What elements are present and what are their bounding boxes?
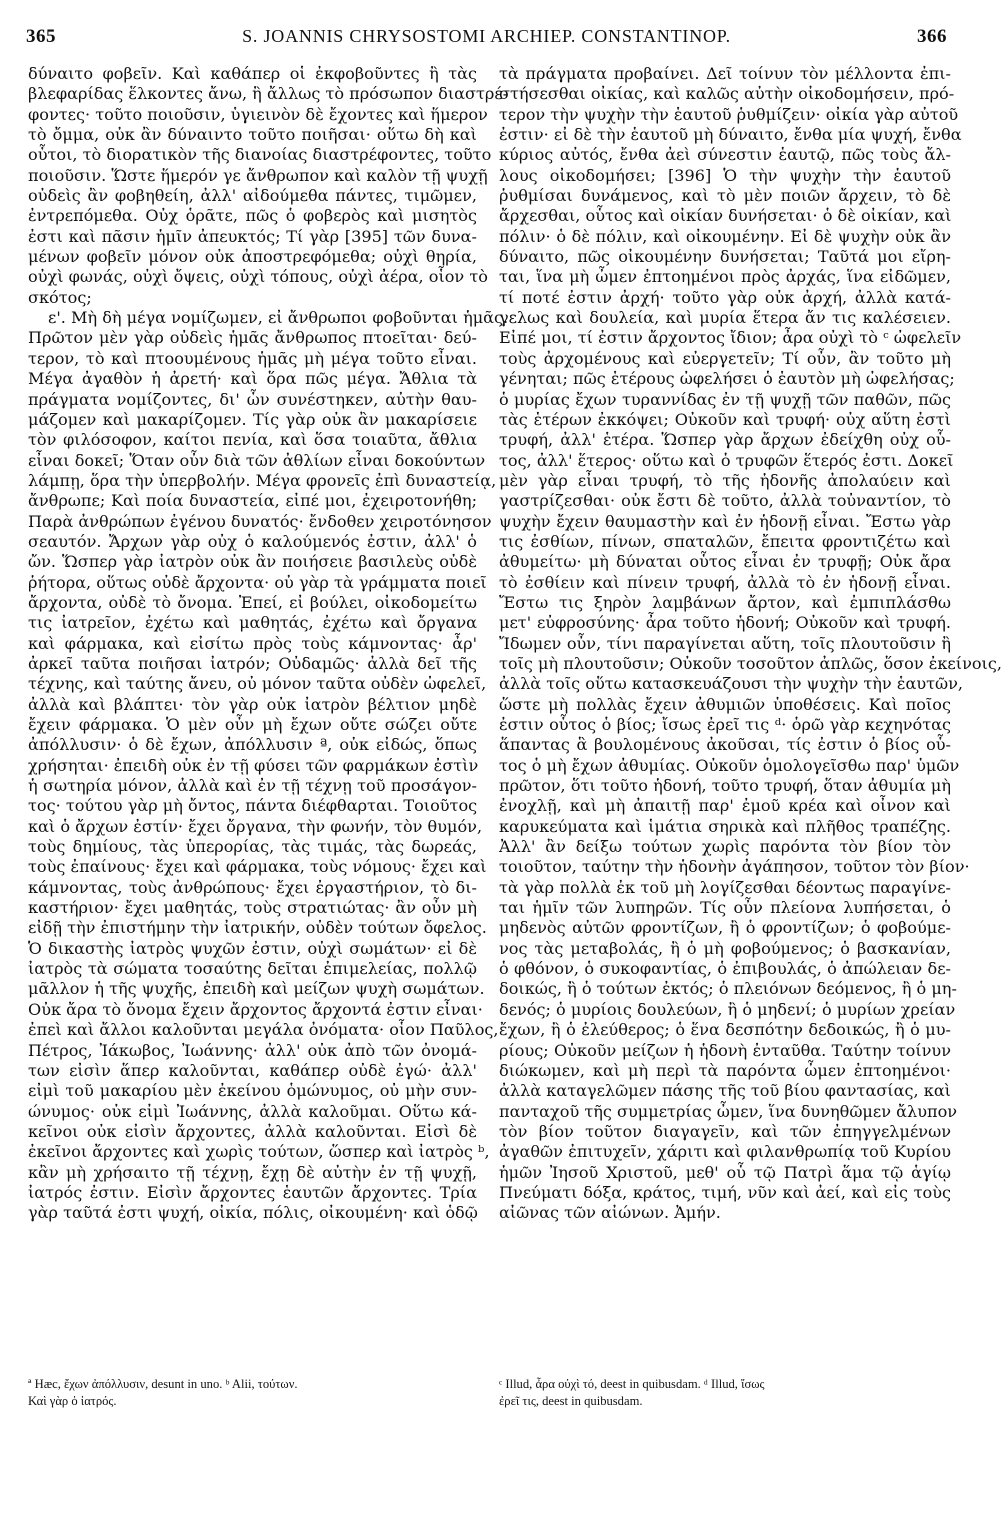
- text-line: ὁ φθόνον, ὁ συκοφαντίας, ὁ ἐπιβουλάς, ὁ ἀπώλειαν δε-: [499, 959, 951, 979]
- text-line: τὸν φιλόσοφον, καίτοι πενία, καὶ ὅσα τοιαῦτα, ἄθλια: [28, 430, 477, 450]
- page-number-left: 365: [26, 26, 56, 47]
- text-line: κἂν μὴ χρήσαιτο τῇ τέχνῃ, ἔχῃ δὲ αὐτὴν ἐν τῇ ψυχῇ,: [28, 1162, 477, 1182]
- text-line: πράγματα νομίζοντες, δι' ὧν συνέστηκεν, αὐτὴν θαυ-: [28, 389, 477, 409]
- text-line: ἄρχοντα, οὐδὲ τὸ ὄνομα. Ἐπεί, εἰ βούλει, οἰκοδομείτω: [28, 592, 477, 612]
- text-line: τὸ ἐσθίειν καὶ πίνειν τρυφή, ἀλλὰ τὸ ἐν ἡδονῇ εἶναι.: [499, 572, 951, 592]
- text-line: τοὺς δημίους, τὰς ὑπερορίας, τὰς τιμάς, τὰς δωρεάς,: [28, 837, 477, 857]
- text-line: Πέτρος, Ἰάκωβος, Ἰωάννης· ἀλλ' οὐκ ἀπὸ τῶν ὀνομά-: [28, 1040, 477, 1060]
- text-line: τος ὁ μὴ ἔχων ἀθυμίας. Οὐκοῦν ὁμολογεῖσθω παρ' ὑμῶν: [499, 755, 960, 775]
- text-line: δοικώς, ἢ ὁ τούτων ἐκτός; ὁ πλειόνων δεόμενος, ἢ ὁ μη-: [499, 979, 957, 999]
- text-line: καστήριον· ἔχει μαθητάς, τοὺς στρατιώτας· ἂν οὖν μὴ: [28, 898, 477, 918]
- footnotes-left: [28, 1376, 477, 1410]
- text-line: ἀρκεῖ ταῦτα ποιῆσαι ἰατρόν; Οὐδαμῶς· ἀλλὰ δεῖ τῆς: [28, 653, 477, 673]
- text-line: ῥήτορα, οὕτως οὐδὲ ἄρχοντα· οὐ γὰρ τὰ γράμματα ποιεῖ: [28, 572, 487, 592]
- text-line: τὸν βίον τοῦτον διαγαγεῖν, καὶ τῶν ἐπηγγελμένων: [499, 1121, 951, 1141]
- footnote-line: ª Hæc, ἔχων ἀπόλλυσιν, desunt in uno. ᵇ Alii, τούτων.: [28, 1377, 298, 1391]
- text-line: Ἴδωμεν οὖν, τίνι παραγίνεται αὕτη, τοῖς πλουτοῦσιν ἢ: [499, 633, 951, 653]
- text-line: ῥυθμίσαι δυνάμενος, καὶ τὸ μὲν ποιῶν ἄρχειν, τὸ δὲ: [499, 186, 951, 206]
- text-line: ἅπαντας ἃ βουλομένους ἀκοῦσαι, τίς ἐστιν ὁ βίος οὗ-: [499, 735, 951, 755]
- text-line: ἀλλὰ τοῖς οὕτω κατασκευάζουσι τὴν ψυχὴν τὴν ἑαυτῶν,: [499, 674, 964, 694]
- text-line: Παρὰ ἀνθρώπων ἐγένου δυνατός· ἔνδοθεν χειροτόνησον: [28, 511, 492, 531]
- text-line: ἄρχεσθαι, οὗτος καὶ οἰκίαν δυνήσεται· ὁ δὲ οἰκίαν, καὶ: [499, 206, 952, 226]
- text-line: ώνυμος· οὐκ εἰμὶ Ἰωάννης, ἀλλὰ καλοῦμαι. Οὕτω κά-: [28, 1101, 477, 1121]
- text-line: νος τὰς μεταβολάς, ἢ ὁ μὴ φοβούμενος; ὁ βασκανίαν,: [499, 938, 951, 958]
- footnote-line: Καὶ γὰρ ὁ ἰατρός.: [28, 1394, 117, 1408]
- text-line: ἀλλὰ καὶ βλάπτει· τὸν γὰρ οὐκ ἰατρὸν βέλτιον μηδὲ: [28, 694, 477, 714]
- text-line: τοῖς μὴ πλουτοῦσιν; Οὐκοῦν τοσοῦτον ἀπλῶς, ὅσον ἐκείνοις,: [499, 653, 1002, 673]
- text-line: ἐστιν· εἰ δὲ τὴν ἑαυτοῦ μὴ δύναιτο, ἔνθα μία ψυχή, ἔνθα: [499, 125, 962, 145]
- text-line: τοὺς ἀρχομένους καὶ εὐεργετεῖν; Τί οὖν, ἂν τοῦτο μὴ: [499, 348, 951, 368]
- text-line: ἔχων, ἢ ὁ ἐλεύθερος; ὁ ἕνα δεσπότην δεδοικώς, ἢ ὁ μυ-: [499, 1020, 951, 1040]
- text-line: οὐδεὶς ἂν φοβηθείη, ἀλλ' αἰδούμεθα πάντες, τιμῶμεν,: [28, 186, 477, 206]
- text-line: γὰρ ταῦτά ἐστι ψυχή, οἰκία, πόλις, οἰκουμένη· καὶ ὁδῷ: [28, 1203, 478, 1223]
- text-line: μηδενὸς αὐτῶν φροντίζων, ἢ ὁ φροντίζων; ὁ φοβούμε-: [499, 918, 951, 938]
- text-line: ται, ἵνα μὴ ὦμεν ἐπτοημένοι πρὸς ἀρχάς, ἵνα εἰδῶμεν,: [499, 267, 951, 287]
- text-line: οὗτοι, τὸ διορατικὸν τῆς διανοίας διαστρέφοντες, τοῦτο: [28, 145, 492, 165]
- right-column: [499, 64, 1002, 1224]
- text-line: ἐνοχλῇ, καὶ μὴ ἀπαιτῇ παρ' ἐμοῦ κρέα καὶ οἶνον καὶ: [499, 796, 951, 816]
- text-line: τὰ πράγματα προβαίνει. Δεῖ τοίνυν τὸν μέλλοντα ἐπι-: [499, 64, 951, 83]
- text-line: ρίους; Οὐκοῦν μείζων ἡ ἡδονὴ ἐνταῦθα. Ταύτην τοίνυν: [499, 1040, 951, 1060]
- text-line: ε'. Μὴ δὴ μέγα νομίζωμεν, εἰ ἄνθρωποι φοβοῦνται ἡμᾶς.: [48, 308, 509, 328]
- text-line: τρυφή, ἀλλ' ἑτέρα. Ὥσπερ γὰρ ἄρχων ἐδείχθη οὐχ οὗ-: [499, 430, 951, 450]
- text-line: μένων φοβεῖν μόνον οὐκ ἀποστρεφόμεθα; οὐχὶ θηρία,: [28, 247, 477, 267]
- text-line: ἀπόλλυσιν· ὁ δὲ ἔχων, ἀπόλλυσιν ª, οὐκ εἰδώς, ὅπως: [28, 735, 477, 755]
- text-line: δενός; ὁ μυρίοις δουλεύων, ἢ ὁ μηδενί; ὁ μυρίων χρείαν: [499, 999, 956, 1019]
- text-line: καὶ ὁ ἄρχων ἐστίν· ἔχει ὄργανα, τὴν φωνήν, τὸν θυμόν,: [28, 816, 483, 836]
- text-line: ἐντρεπόμεθα. Οὐχ ὁρᾶτε, πῶς ὁ φοβερὸς καὶ μισητὸς: [28, 206, 477, 226]
- text-line: μετ' εὐφροσύνης· ἆρα τοῦτο ἡδονή; Οὐκοῦν καὶ τρυφή.: [499, 613, 951, 633]
- text-line: εἶναι δοκεῖ; Ὅταν οὖν διὰ τῶν ἀθλίων εἶναι δοκούντων: [28, 450, 486, 470]
- text-line: Οὐκ ἄρα τὸ ὄνομα ἔχειν ἄρχοντος ἄρχοντά ἐστιν εἶναι·: [28, 999, 483, 1019]
- text-line: ἰατρός ἐστιν. Εἰσὶν ἄρχοντες ἑαυτῶν ἄρχοντες. Τρία: [28, 1182, 477, 1202]
- text-line: οὐχὶ φωνάς, οὐχὶ ὄψεις, οὐχὶ τόπους, οὐχὶ ἀέρα, οἷον τὸ: [28, 267, 488, 287]
- text-line: ἀθυμείτω· μὴ δύναται οὗτος εἶναι ἐν τρυφῇ; Οὐκ ἄρα: [499, 552, 951, 572]
- text-line: αἰῶνας τῶν αἰώνων. Ἀμήν.: [499, 1203, 721, 1223]
- text-line: πόλιν· ὁ δὲ πόλιν, καὶ οἰκουμένην. Εἰ δὲ ψυχὴν οὐκ ἂν: [499, 226, 951, 246]
- text-line: εἰμὶ τοῦ μακαρίου μὲν ἐκείνου ὁμώνυμος, οὐ μὴν συν-: [28, 1081, 477, 1101]
- text-line: τὸ ὄμμα, οὐκ ἂν δύναιντο τοῦτο ποιῆσαι· οὕτω δὴ καὶ: [28, 125, 477, 145]
- text-line: τις ἰατρεῖον, ἐχέτω καὶ μαθητάς, ἐχέτω καὶ ὄργανα: [28, 613, 477, 633]
- text-line: ἰατρὸς τὰ σώματα τοσαύτης δεῖται ἐπιμελείας, πολλῷ: [28, 959, 477, 979]
- text-line: καὶ φάρμακα, καὶ εἰσίτω πρὸς τοὺς κάμνοντας· ἆρ': [28, 633, 477, 653]
- footnotes-right: [499, 1376, 951, 1410]
- text-line: κεῖνοι οὐκ εἰσὶν ἄρχοντες, ἀλλὰ καλοῦνται. Εἰσὶ δὲ: [28, 1121, 477, 1141]
- text-line: τις ἐσθίων, πίνων, σπαταλῶν, ἔπειτα φροντιζέτω καὶ: [499, 531, 951, 551]
- text-line: ἄνθρωπε; Καὶ ποία δυναστεία, εἰπέ μοι, ἐχειροτονήθη;: [28, 491, 477, 511]
- left-column: [28, 64, 509, 1224]
- text-line: ἔχειν φάρμακα. Ὁ μὲν οὖν μὴ ἔχων οὔτε σώζει οὔτε: [28, 715, 477, 734]
- text-line: ὁ μυρίας ἔχων τυραννίδας ἐν τῇ ψυχῇ τῶν παθῶν, πῶς: [499, 389, 951, 409]
- text-line: τί ποτέ ἐστιν ἀρχή· τοῦτο γὰρ οὐκ ἀρχή, ἀλλὰ κατά-: [499, 287, 951, 307]
- text-line: τοὺς ἐπαίνους· ἔχει καὶ φάρμακα, τοὺς νόμους· ἔχει καὶ: [28, 857, 487, 877]
- text-line: καρυκεύματα καὶ ἱμάτια σηρικὰ καὶ πλῆθος τραπέζης.: [499, 816, 951, 836]
- text-line: τέχνης, καὶ ταύτης ἄνευ, οὐ μόνον ταῦτα οὐδὲν ὠφελεῖ,: [28, 674, 487, 694]
- text-line: Ὁ δικαστὴς ἰατρὸς ψυχῶν ἐστιν, οὐχὶ σωμάτων· εἰ δὲ: [28, 938, 477, 958]
- text-line: μὲν γὰρ εἶναι τρυφή, τὸ τῆς ἡδονῆς ἀπολαύειν καὶ: [499, 470, 951, 490]
- text-line: φοντες· τοῦτο ποιοῦσιν, ὑγιεινὸν δὲ ἔχοντες καὶ ἥμερον: [28, 104, 488, 124]
- text-line: Ἀλλ' ἂν δείξω τούτων χωρὶς παρόντα τὸν βίον τὸν: [499, 837, 951, 857]
- text-line: ψυχὴν ἔχειν θαυμαστὴν καὶ ἐν ἡδονῇ εἶναι. Ἔστω γὰρ: [499, 511, 951, 531]
- text-line: λάμπῃ, ὅρα τὴν ὑπερβολήν. Μέγα φρονεῖς ἐπὶ δυναστείᾳ,: [28, 470, 497, 490]
- text-line: τοιοῦτον, ταύτην τὴν ἡδονὴν ἀγάπησον, τοῦτον τὸν βίον·: [499, 857, 970, 877]
- text-line: δύναιτο, πῶς οἰκουμένην δυνήσεται; Ταῦτά μοι εἴρη-: [499, 247, 951, 267]
- text-line: μᾶλλον ἡ τῆς ψυχῆς, ἐπειδὴ καὶ μείζων ψυχὴ σωμάτων.: [28, 979, 485, 999]
- footnote-line: ἐρεῖ τις, deest in quibusdam.: [499, 1394, 643, 1408]
- text-line: Ἔστω τις ξηρὸν λαμβάνων ἄρτον, καὶ ἐμπιπλάσθω: [499, 592, 951, 612]
- text-line: τος, ἀλλ' ἕτερος· οὕτω καὶ ὁ τρυφῶν ἕτερός ἐστι. Δοκεῖ: [499, 450, 954, 470]
- text-line: εἰδῇ τὴν ἐπιστήμην τὴν ἰατρικήν, οὐδὲν τούτων ὄφελος.: [28, 918, 487, 938]
- text-line: ὤν. Ὥσπερ γὰρ ἰατρὸν οὐκ ἂν ποιήσειε βασιλεὺς οὐδὲ: [28, 552, 477, 572]
- text-line: λους οἰκοδομήσει; [396] Ὁ τὴν ψυχὴν τὴν ἑαυτοῦ: [499, 165, 951, 185]
- text-line: μάζομεν καὶ μακαρίζομεν. Τίς γὰρ οὐκ ἂν μακαρίσειε: [28, 409, 477, 429]
- text-line: ἐκεῖνοι ἄρχοντες καὶ χωρὶς τούτων, ὥσπερ καὶ ἰατρὸς ᵇ,: [28, 1142, 490, 1162]
- text-line: τὰς ἑτέρων ἐκκόψει; Οὐκοῦν καὶ τρυφή· οὐχ αὕτη ἐστὶ: [499, 409, 951, 429]
- text-line: χρήσηται· ἐπειδὴ οὐκ ἐν τῇ φύσει τῶν φαρμάκων ἐστὶν: [28, 755, 479, 775]
- text-line: στήσεσθαι οἰκίας, καὶ καλῶς αὐτὴν οἰκοδομήσειν, πρό-: [499, 84, 955, 104]
- text-line: Πρῶτον μὲν γὰρ οὐδεὶς ἡμᾶς ἄνθρωπος πτοεῖται· δεύ-: [28, 328, 477, 348]
- text-line: ἀλλὰ καταγελῶμεν πάσης τῆς τοῦ βίου φαντασίας, καὶ: [499, 1081, 951, 1101]
- text-line: γαστρίζεσθαι· οὐκ ἔστι δὲ τοῦτο, ἀλλὰ τοὐναντίον, τὸ: [499, 491, 951, 511]
- text-line: Μέγα ἀγαθὸν ἡ ἀρετή· καὶ ὅρα πῶς μέγα. Ἄθλια τὰ: [28, 369, 477, 389]
- text-line: τερον τὴν ψυχὴν τὴν ἑαυτοῦ ῥυθμίζειν· οἰκία γὰρ αὐτοῦ: [499, 104, 959, 124]
- text-line: διώκωμεν, καὶ μὴ περὶ τὰ παρόντα ὦμεν ἐπτοημένοι·: [499, 1060, 951, 1080]
- text-line: σκότος;: [28, 287, 92, 307]
- text-line: βλεφαρίδας ἕλκοντες ἄνω, ἢ ἄλλως τὸ πρόσωπον διαστρέ-: [28, 84, 509, 104]
- text-line: ἀγαθῶν ἐπιτυχεῖν, χάριτι καὶ φιλανθρωπίᾳ τοῦ Κυρίου: [499, 1142, 951, 1162]
- text-line: τερον, τὸ καὶ πτοουμένους ἡμᾶς μὴ μέγα τοῦτο εἶναι.: [28, 348, 477, 368]
- text-line: ἡ σωτηρία μόνον, ἀλλὰ καὶ ἐν τῇ τέχνῃ τοῦ προσάγον-: [28, 776, 477, 796]
- footnote-line: ᶜ Illud, ἆρα οὐχὶ τό, deest in quibusdam. ᵈ Illud, ἴσως: [499, 1377, 765, 1391]
- text-line: τὰ γὰρ πολλὰ ἐκ τοῦ μὴ λογίζεσθαι δέοντως παραγίνε-: [499, 877, 951, 897]
- page-number-right: 366: [917, 26, 947, 47]
- text-line: δύναιτο φοβεῖν. Καὶ καθάπερ οἱ ἐκφοβοῦντες ἢ τὰς: [28, 64, 477, 83]
- text-line: ται ἡμῖν τῶν λυπηρῶν. Τίς οὖν πλείονα λυπήσεται, ὁ: [499, 898, 951, 918]
- text-line: γελως καὶ δουλεία, καὶ μυρία ἕτερα ἄν τις καλέσειεν.: [499, 308, 951, 328]
- running-title: S. JOANNIS CHRYSOSTOMI ARCHIEP. CONSTANTINOP.: [242, 26, 731, 46]
- text-line: Εἰπέ μοι, τί ἐστιν ἄρχοντος ἴδιον; ἆρα οὐχὶ τὸ ᶜ ὠφελεῖν: [499, 328, 962, 348]
- page-header: [26, 14, 947, 54]
- text-line: γένηται; πῶς ἑτέρους ὠφελήσει ὁ ἑαυτὸν μὴ ὠφελήσας;: [499, 369, 955, 389]
- text-line: σεαυτόν. Ἄρχων γὰρ οὐχ ὁ καλούμενός ἐστιν, ἀλλ' ὁ: [28, 531, 477, 551]
- text-line: ποιοῦσιν. Ὥστε ἥμερόν γε ἄνθρωπον καὶ καλὸν τῇ ψυχῇ: [28, 165, 488, 185]
- text-line: κύριος αὐτός, ἔνθα ἀεὶ σύνεστιν ἑαυτῷ, πῶς τοὺς ἄλ-: [499, 145, 951, 165]
- text-line: των εἰσὶν ἅπερ καλοῦνται, καθάπερ οὐδὲ ἐγώ· ἀλλ': [28, 1060, 477, 1080]
- text-line: Πνεύματι δόξα, κράτος, τιμή, νῦν καὶ ἀεί, καὶ εἰς τοὺς: [499, 1182, 951, 1202]
- text-line: πρῶτον, ὅτι τοῦτο ἡδονή, τοῦτο τρυφή, ὅταν ἀθυμία μὴ: [499, 776, 951, 796]
- text-line: κάμνοντας, τοὺς ἀνθρώπους· ἔχει ἐργαστήριον, τὸ δι-: [28, 877, 477, 897]
- text-line: τος· τούτου γὰρ μὴ ὄντος, πάντα διέφθαρται. Τοιοῦτος: [28, 796, 478, 816]
- text-line: πανταχοῦ τῆς συμμετρίας ὦμεν, ἵνα δυνηθῶμεν ἄλυπον: [499, 1101, 958, 1121]
- text-line: ἡμῶν Ἰησοῦ Χριστοῦ, μεθ' οὗ τῷ Πατρὶ ἅμα τῷ ἁγίῳ: [499, 1162, 951, 1182]
- text-line: ὥστε μὴ πολλὰς ἔχειν ἀθυμιῶν ὑποθέσεις. Καὶ ποῖος: [499, 694, 951, 714]
- text-line: ἐπεὶ καὶ ἄλλοι καλοῦνται μεγάλα ὀνόματα· οἷον Παῦλος,: [28, 1020, 499, 1040]
- text-line: ἐστι καὶ πᾶσιν ἡμῖν ἀπευκτός; Τί γὰρ [395] τῶν δυνα-: [28, 226, 477, 246]
- text-line: ἐστιν οὗτος ὁ βίος; ἴσως ἐρεῖ τις ᵈ· ὁρῶ γὰρ κεχηνότας: [499, 715, 951, 734]
